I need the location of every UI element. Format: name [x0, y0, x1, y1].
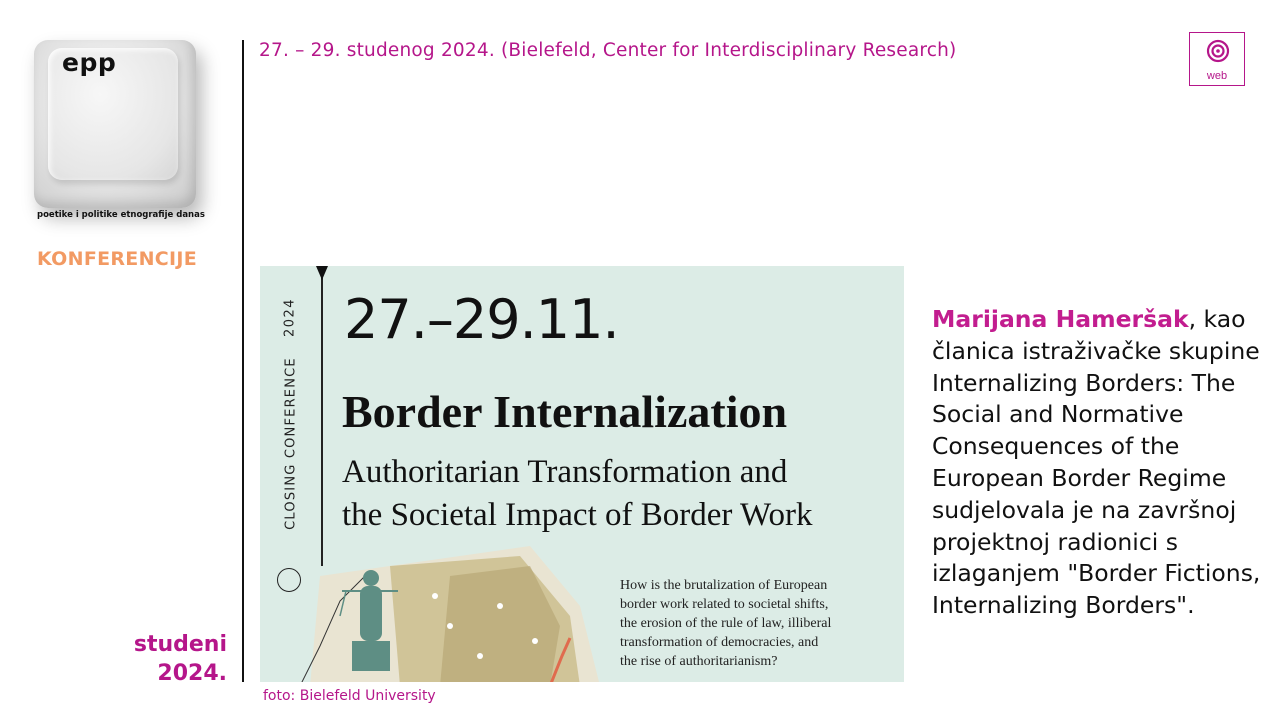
poster-subtitle	[342, 451, 902, 537]
photo-credit: foto: Bielefeld University	[263, 688, 436, 704]
poster-question-line: the erosion of the rule of law, illiberal	[620, 616, 832, 631]
web-link-button[interactable]	[1189, 32, 1245, 86]
month-label	[100, 630, 227, 688]
section-label: KONFERENCIJE	[37, 248, 198, 270]
web-label: web	[1206, 70, 1228, 82]
poster-question-line: the rise of authoritarianism?	[620, 654, 778, 669]
event-date-line: 27. – 29. studenog 2024. (Bielefeld, Center for Interdisciplinary Research)	[259, 40, 957, 61]
poster-vertical-label: CLOSING CONFERENCE	[283, 357, 299, 530]
poster-dates: 27.–29.11.	[344, 288, 619, 351]
poster-timeline-line	[321, 266, 323, 566]
logo-tagline: poetike i politike etnografije danas	[37, 210, 205, 220]
conference-poster	[260, 266, 904, 682]
poster-question	[620, 576, 880, 671]
poster-year: 2024	[282, 297, 298, 338]
month-year: 2024.	[157, 661, 227, 686]
poster-subtitle-line: Authoritarian Transformation and	[342, 454, 788, 490]
target-icon	[1206, 39, 1230, 63]
poster-collage-image	[300, 546, 610, 682]
description-body: kao članica istraživačke skupine Internalizing Borders: The Social and Normative Consequences of the European Border Regime sudjelovala je na završnoj projektnoj radionici s izlaganjem "Border Fictions, Internalizing Borders".	[932, 305, 1261, 620]
poster-question-line: transformation of democracies, and	[620, 635, 819, 650]
poster-question-line: How is the brutalization of European	[620, 578, 828, 593]
month-name: studeni	[133, 632, 227, 657]
poster-subtitle-line: the Societal Impact of Border Work	[342, 497, 813, 533]
author-comma: ,	[1188, 305, 1197, 333]
author-name: Marijana Hameršak	[932, 305, 1189, 333]
divider	[242, 40, 244, 682]
description-text	[932, 304, 1262, 622]
poster-arrow	[316, 266, 328, 280]
poster-circle	[277, 568, 301, 592]
poster-question-line: border work related to societal shifts,	[620, 597, 829, 612]
logo-text: epp	[62, 48, 117, 77]
poster-title: Border Internalization	[342, 386, 788, 437]
